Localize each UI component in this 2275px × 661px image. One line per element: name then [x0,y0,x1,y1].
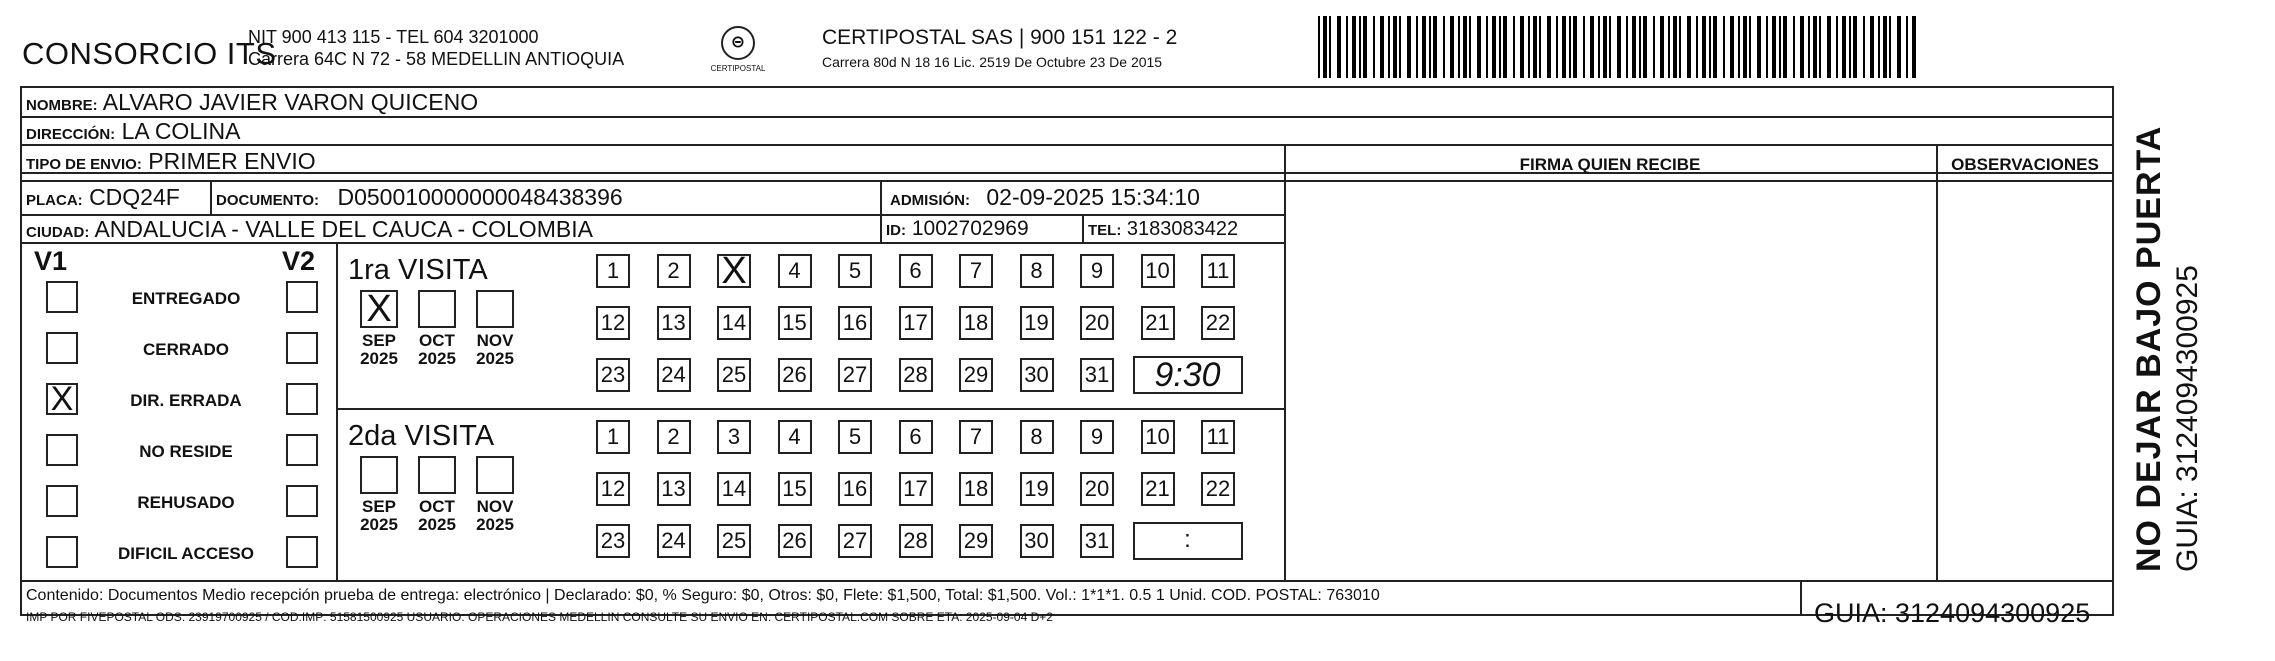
barcode-bar [1842,16,1846,78]
tel-label: TEL: [1088,222,1122,239]
v1-checkbox[interactable] [46,332,78,364]
v2-checkbox[interactable] [286,281,318,313]
month-label: OCT 2025 [418,331,456,368]
month-checkbox[interactable]: X [360,290,398,328]
day-box[interactable]: 29 [959,524,993,558]
barcode-bar [1766,16,1768,78]
status-label: CERRADO [143,340,229,359]
status-label: REHUSADO [137,493,235,512]
barcode-bar [1329,16,1331,78]
v1-header: V1 [34,246,68,276]
barcode-bar [1730,16,1734,78]
barcode-bar [1503,16,1507,78]
day-box[interactable]: 10 [1141,420,1175,454]
barcode-bar [1702,16,1706,78]
barcode-bar [1499,16,1501,78]
tipo-value: PRIMER ENVIO [148,148,316,174]
guia-footer: GUIA: 3124094300925 [1814,598,2091,628]
day-box[interactable]: 8 [1020,420,1054,454]
day-box[interactable]: 22 [1201,306,1235,340]
barcode-bar [1617,16,1621,78]
day-box[interactable]: 20 [1080,472,1114,506]
status-label: ENTREGADO [131,289,241,308]
barcode-bar [1738,16,1740,78]
barcode-bar [1399,16,1401,78]
status-label: DIFICIL ACCESO [117,544,254,563]
day-box[interactable]: 2 [657,420,691,454]
company-name: CONSORCIO ITS [22,36,277,71]
day-box[interactable]: 20 [1080,306,1114,340]
barcode-bar [1696,16,1698,78]
day-box[interactable]: 12 [596,306,630,340]
barcode-bar [1492,16,1496,78]
row-tel [1088,216,1238,244]
v2-checkbox[interactable] [286,485,318,517]
logo-icon: ⊝ [721,26,755,60]
month-label: OCT 2025 [418,497,456,534]
day-box[interactable]: 21 [1141,306,1175,340]
day-box[interactable]: 18 [959,472,993,506]
ciudad-label: CIUDAD: [26,224,90,241]
barcode-bar [1533,16,1537,78]
side-warning: NO DEJAR BAJO PUERTA [2130,125,2168,572]
time-box[interactable]: 9:30 [1133,356,1243,394]
barcode-bar [1458,16,1460,78]
day-box[interactable]: 11 [1201,254,1235,288]
barcode-bar [1639,16,1641,78]
barcode-bar [1749,16,1751,78]
month-checkbox[interactable] [476,290,514,328]
barcode-bar [1653,16,1655,78]
documento-label: DOCUMENTO: [216,192,320,209]
barcode-bar [1643,16,1647,78]
day-box[interactable]: 7 [959,420,993,454]
day-box[interactable]: 22 [1201,472,1235,506]
day-box[interactable]: 24 [657,524,691,558]
barcode-bar [1772,16,1776,78]
barcode-bar [1562,16,1566,78]
barcode-bar [1743,16,1747,78]
admision-label: ADMISIÓN: [890,192,970,209]
barcode-bar [1849,16,1851,78]
barcode-bar [1422,16,1426,78]
day-box[interactable]: 12 [596,472,630,506]
barcode-bar [1318,16,1320,78]
barcode-bar [1673,16,1677,78]
day-box[interactable]: 28 [899,358,933,392]
day-box[interactable]: 6 [899,254,933,288]
day-box[interactable]: 19 [1020,306,1054,340]
day-box[interactable]: 25 [717,358,751,392]
company-nit: NIT 900 413 115 - TEL 604 3201000 [248,27,539,47]
postal-info [822,26,1177,70]
imp-text: IMP POR FIVEPOSTAL ODS: 23919700925 / COD.IMP: 51581500925 USUARIO: OPERACIONES MEDELLIN CONSULTE SU ENVIO EN: CERTIPOSTAL.COM SOBRE ETA: 2025-09-04 D+2 [26,610,1053,624]
direccion-value: LA COLINA [121,118,241,144]
contenido-text: Contenido: Documentos Medio recepción prueba de entrega: electrónico | Declarado: $0, % Seguro: $0, Otros: $0, Flete: $1,500, Total: $1,500. Vol.: 1*1*1. 0.5 1 Unid. COD. POSTAL: 763010 [26,587,1380,604]
row-direccion [26,118,240,148]
barcode-bar [1469,16,1471,78]
barcode-bar [1853,16,1857,78]
day-box[interactable]: 18 [959,306,993,340]
day-box[interactable]: 21 [1141,472,1175,506]
barcode-bar [1603,16,1607,78]
barcode-bar [1863,16,1865,78]
v1-checkbox[interactable]: X [46,383,78,415]
row-id [886,216,1029,244]
v2-header: V2 [282,246,316,276]
v2-checkbox[interactable] [286,536,318,568]
day-box[interactable]: 19 [1020,472,1054,506]
barcode-bar [1808,16,1810,78]
barcode-bar [1583,16,1585,78]
day-box[interactable]: 17 [899,472,933,506]
day-box[interactable]: 7 [959,254,993,288]
barcode-bar [1757,16,1761,78]
barcode-bar [1323,16,1327,78]
day-box[interactable]: 5 [838,420,872,454]
barcode-bar [1819,16,1821,78]
barcode-bar [1569,16,1571,78]
day-box[interactable]: 9 [1080,420,1114,454]
barcode-bar [1363,16,1367,78]
day-box[interactable]: 1 [596,254,630,288]
v1-checkbox[interactable] [46,536,78,568]
barcode-bar [1609,16,1611,78]
row-nombre [26,89,478,119]
barcode-bar [1883,16,1887,78]
day-box[interactable]: 30 [1020,524,1054,558]
day-box[interactable]: 8 [1020,254,1054,288]
barcode-bar [1547,16,1551,78]
barcode-bar [1429,16,1431,78]
barcode-bar [1346,16,1348,78]
documento-value: D050010000000048438396 [337,184,623,210]
company-address: Carrera 64C N 72 - 58 MEDELLIN ANTIOQUIA [248,49,625,69]
barcode-bar [1878,16,1880,78]
barcode-bar [1416,16,1418,78]
ciudad-value: ANDALUCIA - VALLE DEL CAUCA - COLOMBIA [94,216,593,242]
observaciones-header: OBSERVACIONES [1951,155,2099,174]
tipo-label: TIPO DE ENVIO: [26,156,142,173]
barcode-bar [1539,16,1541,78]
day-box[interactable]: 31 [1080,358,1114,392]
barcode-bar [1713,16,1717,78]
status-label: DIR. ERRADA [130,391,242,410]
day-box[interactable]: 15 [778,306,812,340]
tel-value: 3183083422 [1126,218,1239,240]
firma-header: FIRMA QUIEN RECIBE [1519,155,1701,174]
barcode-bar [1433,16,1437,78]
day-box[interactable]: 31 [1080,524,1114,558]
placa-value: CDQ24F [89,184,180,210]
barcode-bar [1897,16,1901,78]
barcode-bar [1443,16,1445,78]
nombre-value: ALVARO JAVIER VARON QUICENO [102,89,479,115]
postal-name: CERTIPOSTAL SAS | 900 151 122 - 2 [822,26,1178,49]
day-box[interactable]: 23 [596,358,630,392]
barcode-bar [1679,16,1681,78]
day-box[interactable]: 13 [657,306,691,340]
day-box[interactable]: 14 [717,306,751,340]
admision-value: 02-09-2025 15:34:10 [986,184,1200,210]
barcode-bar [1352,16,1356,78]
day-box[interactable]: 13 [657,472,691,506]
day-box[interactable]: 14 [717,472,751,506]
barcode-bar [1783,16,1787,78]
month-checkbox[interactable] [476,456,514,494]
day-box[interactable]: 27 [838,358,872,392]
v1-checkbox[interactable] [46,434,78,466]
visit1-title: 1ra VISITA [348,254,488,286]
day-box[interactable]: 28 [899,524,933,558]
barcode-bar [1870,16,1874,78]
visit2-title: 2da VISITA [348,420,495,452]
barcode-bar [1800,16,1804,78]
barcode-bar [1513,16,1515,78]
certipostal-logo [708,26,768,82]
day-box[interactable]: 4 [778,254,812,288]
barcode-bar [1450,16,1454,78]
day-box[interactable]: 17 [899,306,933,340]
barcode-bar [1477,16,1481,78]
day-box[interactable]: 3 [717,420,751,454]
row-placa [26,184,180,214]
barcode-bar [1373,16,1375,78]
barcode-bar [1590,16,1594,78]
time-box[interactable]: : [1133,522,1243,560]
month-label: NOV 2025 [476,331,514,368]
day-box[interactable]: 26 [778,524,812,558]
placa-label: PLACA: [26,192,83,209]
month-label: SEP 2025 [360,497,398,534]
barcode-icon [1318,16,1918,78]
v1-checkbox[interactable] [46,485,78,517]
v2-checkbox[interactable] [286,434,318,466]
row-documento [216,184,623,214]
direccion-label: DIRECCIÓN: [26,126,116,143]
barcode-bar [1407,16,1411,78]
v1-checkbox[interactable] [46,281,78,313]
logo-text: CERTIPOSTAL [710,64,766,73]
barcode-bar [1486,16,1488,78]
v2-checkbox[interactable] [286,332,318,364]
barcode-bar [1393,16,1397,78]
month-checkbox[interactable] [418,290,456,328]
day-box[interactable]: 27 [838,524,872,558]
day-box[interactable]: 9 [1080,254,1114,288]
day-box[interactable]: 6 [899,420,933,454]
day-box[interactable]: 10 [1141,254,1175,288]
barcode-bar [1668,16,1670,78]
barcode-bar [1793,16,1795,78]
day-box[interactable]: 25 [717,524,751,558]
day-box[interactable]: 23 [596,524,630,558]
postal-address: Carrera 80d N 18 16 Lic. 2519 De Octubre 23 De 2015 [822,54,1163,70]
day-box[interactable]: 29 [959,358,993,392]
row-admision [890,184,1200,214]
day-box[interactable]: 5 [838,254,872,288]
barcode-bar [1912,16,1916,78]
barcode-bar [1556,16,1558,78]
day-box[interactable]: 24 [657,358,691,392]
month-label: SEP 2025 [360,331,398,368]
company-info [248,26,624,70]
day-box[interactable]: 16 [838,472,872,506]
side-guia: GUIA: 3124094300925 [2171,265,2204,572]
nombre-label: NOMBRE: [26,97,98,114]
barcode-bar [1906,16,1908,78]
day-box[interactable]: 4 [778,420,812,454]
barcode-bar [1827,16,1831,78]
barcode-bar [1598,16,1600,78]
day-box[interactable]: 30 [1020,358,1054,392]
month-label: NOV 2025 [476,497,514,534]
status-label: NO RESIDE [139,442,233,461]
barcode-bar [1520,16,1524,78]
barcode-bar [1889,16,1891,78]
barcode-bar [1779,16,1781,78]
id-value: 1002702969 [911,217,1029,240]
barcode-bar [1528,16,1530,78]
barcode-bar [1380,16,1384,78]
barcode-bar [1337,16,1341,78]
barcode-bar [1836,16,1838,78]
barcode-bar [1359,16,1361,78]
barcode-bar [1632,16,1636,78]
barcode-bar [1687,16,1691,78]
day-box[interactable]: 15 [778,472,812,506]
barcode-bar [1463,16,1467,78]
barcode-bar [1660,16,1664,78]
barcode-bar [1573,16,1577,78]
day-box[interactable]: X [717,254,751,288]
v2-checkbox[interactable] [286,383,318,415]
month-checkbox[interactable] [418,456,456,494]
side-notice [2130,126,2205,572]
barcode-bar [1813,16,1817,78]
day-box[interactable]: 26 [778,358,812,392]
barcode-bar [1723,16,1725,78]
id-label: ID: [886,222,906,239]
barcode-bar [1388,16,1390,78]
barcode-bar [1709,16,1711,78]
row-tipo [26,148,316,178]
barcode-bar [1626,16,1628,78]
row-ciudad [26,216,593,246]
day-box[interactable]: 11 [1201,420,1235,454]
month-checkbox[interactable] [360,456,398,494]
day-box[interactable]: 1 [596,420,630,454]
day-box[interactable]: 16 [838,306,872,340]
day-box[interactable]: 2 [657,254,691,288]
